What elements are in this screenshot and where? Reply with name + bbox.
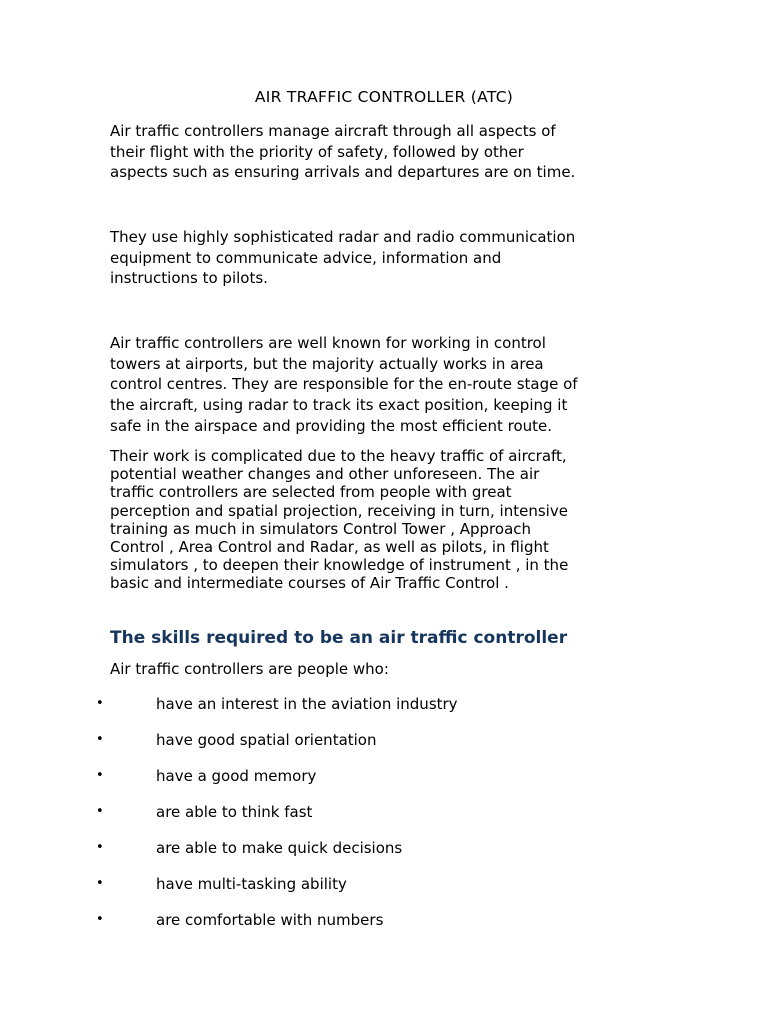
paragraph-equipment — [110, 227, 575, 289]
paragraph-line: Their work is complicated due to the heavy traffic of aircraft, — [110, 447, 567, 465]
list-item — [0, 694, 768, 714]
skill-text: are comfortable with numbers — [156, 911, 384, 929]
list-item — [0, 874, 768, 894]
paragraph-line: aspects such as ensuring arrivals and departures are on time. — [110, 163, 576, 181]
list-item — [0, 730, 768, 750]
bullet-icon: • — [96, 876, 104, 891]
paragraph-line: potential weather changes and other unforeseen. The air — [110, 465, 540, 484]
paragraph-line: Control , Area Control and Radar, as well as pilots, in flight — [110, 538, 549, 557]
paragraph-line: equipment to communicate advice, information and — [110, 248, 502, 267]
list-item — [0, 802, 768, 822]
paragraph-line: basic and intermediate courses of Air Traffic Control . — [110, 574, 509, 593]
paragraph-training — [110, 447, 568, 593]
list-item — [0, 838, 768, 858]
paragraph-line: training as much in simulators Control Tower , Approach — [110, 519, 532, 538]
paragraph-line: simulators , to deepen their knowledge of instrument , in the — [110, 556, 569, 575]
bullet-icon: • — [96, 840, 104, 855]
bullet-icon: • — [96, 696, 104, 711]
skill-text: have a good memory — [156, 767, 317, 785]
paragraph-line: their flight with the priority of safety, followed by other — [110, 142, 524, 161]
list-item — [0, 766, 768, 786]
skills-intro: Air traffic controllers are people who: — [110, 660, 389, 678]
skill-text: have an interest in the aviation industry — [156, 695, 458, 713]
paragraph-line: instructions to pilots. — [110, 269, 268, 287]
paragraph-atc-overview — [110, 121, 575, 183]
skills-heading: The skills required to be an air traffic controller — [110, 628, 568, 648]
page-title: AIR TRAFFIC CONTROLLER (ATC) — [254, 88, 514, 106]
bullet-icon: • — [96, 732, 104, 747]
skill-text: are able to make quick decisions — [156, 839, 403, 857]
list-item — [0, 910, 768, 930]
paragraph-line: traffic controllers are selected from people with great — [110, 483, 512, 502]
skill-text: have multi-tasking ability — [156, 875, 347, 893]
bullet-icon: • — [96, 768, 104, 783]
skill-text: are able to think fast — [156, 803, 313, 821]
paragraph-line: Air traffic controllers are well known for working in control — [110, 334, 546, 352]
paragraph-workplaces — [110, 333, 578, 437]
bullet-icon: • — [96, 804, 104, 819]
paragraph-line: towers at airports, but the majority actually works in area — [110, 354, 544, 373]
paragraph-line: safe in the airspace and providing the most efficient route. — [110, 416, 553, 435]
paragraph-line: They use highly sophisticated radar and radio communication — [110, 228, 576, 246]
paragraph-line: Air traffic controllers manage aircraft through all aspects of — [110, 122, 556, 140]
bullet-icon: • — [96, 912, 104, 927]
skill-text: have good spatial orientation — [156, 731, 377, 749]
paragraph-line: control centres. They are responsible for the en-route stage of — [110, 375, 578, 394]
paragraph-line: the aircraft, using radar to track its exact position, keeping it — [110, 396, 568, 415]
paragraph-line: perception and spatial projection, receiving in turn, intensive — [110, 501, 568, 520]
